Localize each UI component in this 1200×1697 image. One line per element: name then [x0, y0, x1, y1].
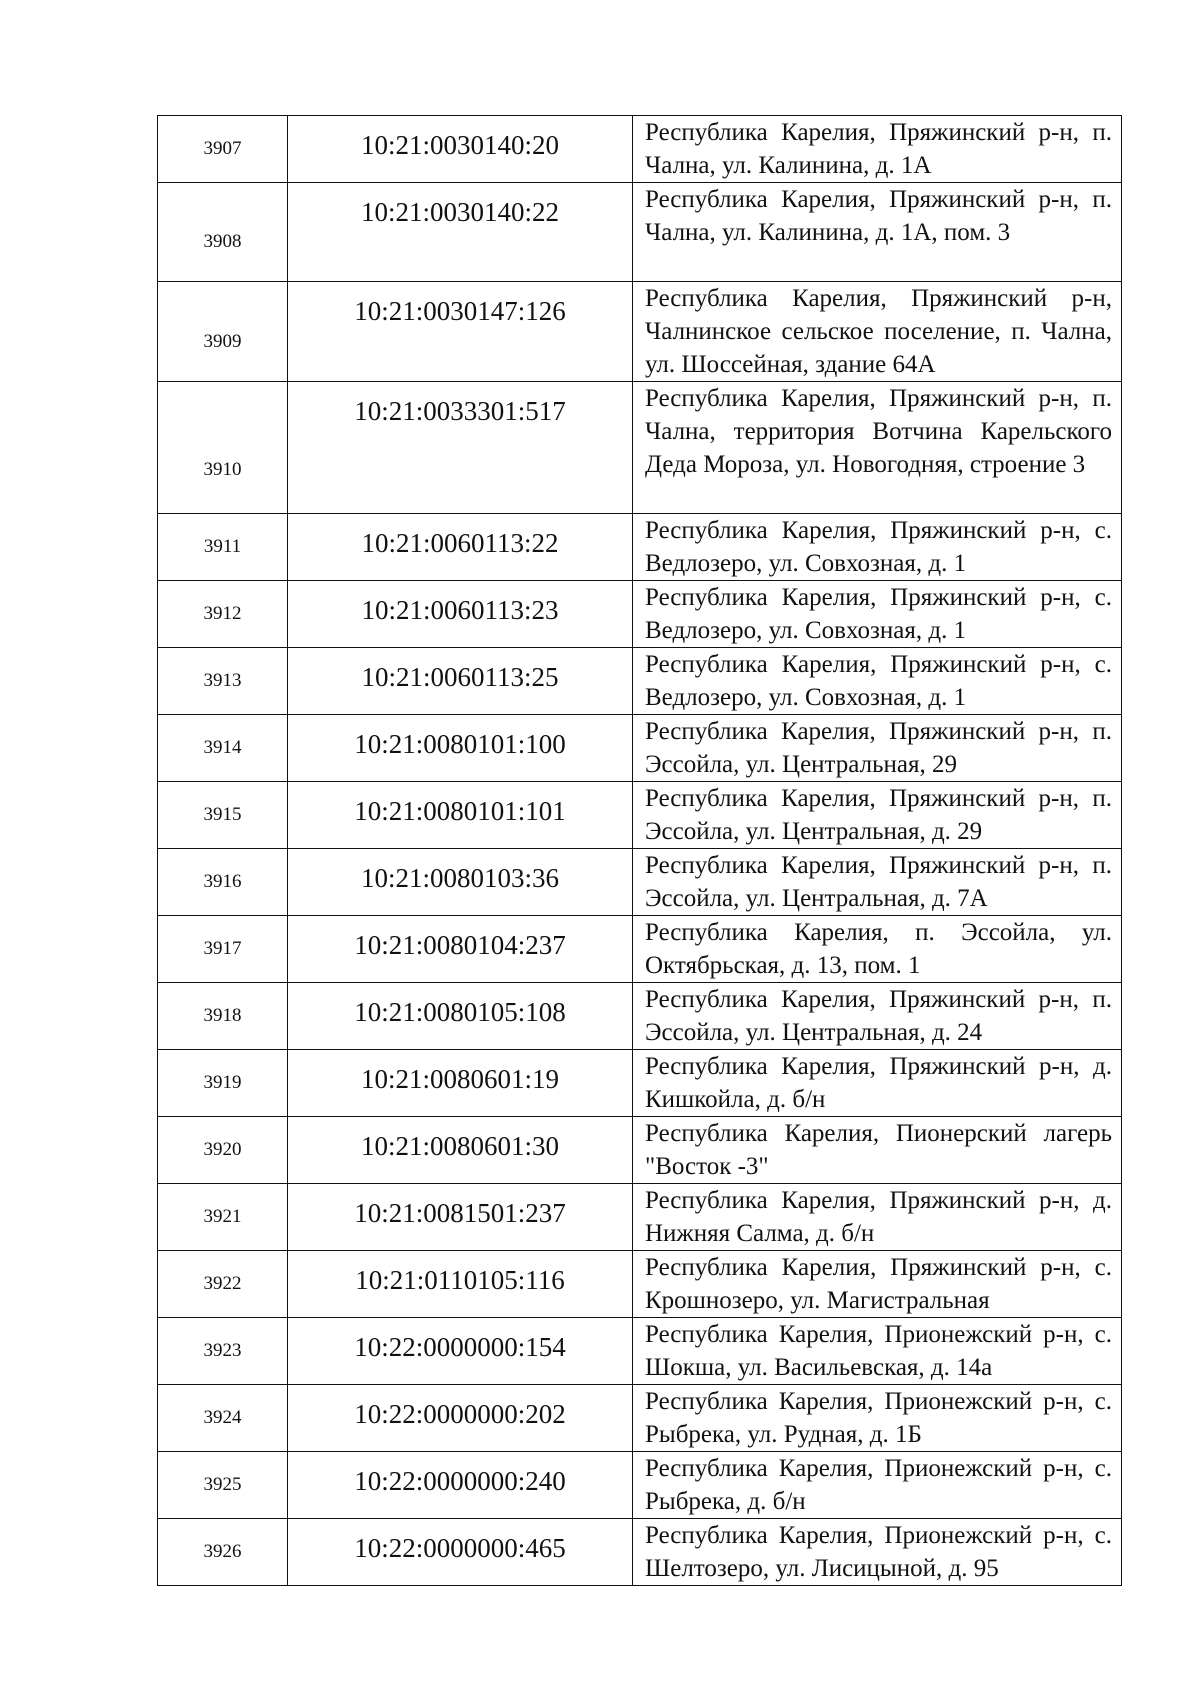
address: Республика Карелия, Пряжинский р-н, п. Эссойла, ул. Центральная, 29: [633, 715, 1122, 782]
row-number-cell: [158, 916, 288, 983]
address: Республика Карелия, Пряжинский р-н, с. Ведлозеро, ул. Совхозная, д. 1: [633, 581, 1122, 648]
address: Республика Карелия, Пряжинский р-н, п. Эссойла, ул. Центральная, д. 7А: [633, 849, 1122, 916]
row-number: 3920: [203, 1139, 242, 1160]
address: Республика Карелия, Пряжинский р-н, п. Эссойла, ул. Центральная, д. 29: [633, 782, 1122, 849]
table-row: [158, 183, 1122, 282]
address: Республика Карелия, Прионежский р-н, с. Шокша, ул. Васильевская, д. 14а: [633, 1318, 1122, 1385]
row-number: 3926: [203, 1541, 242, 1562]
cadastral-number: 10:21:0060113:23: [288, 581, 633, 648]
table-row: [158, 116, 1122, 183]
row-number-cell: [158, 849, 288, 916]
table-row: [158, 1251, 1122, 1318]
row-number: 3913: [203, 670, 242, 691]
address: Республика Карелия, Пряжинский р-н, п. Чална, ул. Калинина, д. 1А: [633, 116, 1122, 183]
cadastral-number: 10:21:0060113:25: [288, 648, 633, 715]
address: Республика Карелия, Пряжинский р-н, Чалнинское сельское поселение, п. Чална, ул. Шоссейная, здание 64А: [633, 282, 1122, 382]
row-number: 3912: [203, 603, 242, 624]
cadastral-number: 10:21:0080101:101: [288, 782, 633, 849]
row-number-cell: [158, 782, 288, 849]
row-number: 3911: [203, 536, 242, 557]
address: Республика Карелия, Пряжинский р-н, д. Кишкойла, д. б/н: [633, 1050, 1122, 1117]
cadastral-number: 10:22:0000000:202: [288, 1385, 633, 1452]
address: Республика Карелия, Прионежский р-н, с. Рыбрека, д. б/н: [633, 1452, 1122, 1519]
cadastral-number: 10:21:0030140:22: [288, 183, 633, 282]
address: Республика Карелия, Прионежский р-н, с. Шелтозеро, ул. Лисицыной, д. 95: [633, 1519, 1122, 1586]
row-number-cell: [158, 183, 288, 282]
row-number: 3909: [203, 330, 242, 352]
table-row: [158, 1519, 1122, 1586]
row-number: 3922: [203, 1273, 242, 1294]
row-number: 3910: [203, 459, 242, 480]
table-row: [158, 514, 1122, 581]
cadastral-number: 10:21:0080105:108: [288, 983, 633, 1050]
cadastral-number: 10:21:0080101:100: [288, 715, 633, 782]
row-number: 3918: [203, 1005, 242, 1026]
cadastral-number: 10:22:0000000:154: [288, 1318, 633, 1385]
table-row: [158, 382, 1122, 514]
table-row: [158, 282, 1122, 382]
row-number-cell: [158, 715, 288, 782]
address: Республика Карелия, п. Эссойла, ул. Октябрьская, д. 13, пом. 1: [633, 916, 1122, 983]
address: Республика Карелия, Пряжинский р-н, п. Чална, ул. Калинина, д. 1А, пом. 3: [633, 183, 1122, 282]
row-number-cell: [158, 282, 288, 382]
cadastral-number: 10:21:0080601:19: [288, 1050, 633, 1117]
row-number-cell: [158, 1452, 288, 1519]
table-row: [158, 1318, 1122, 1385]
row-number-cell: [158, 1050, 288, 1117]
address: Республика Карелия, Пряжинский р-н, с. Крошнозеро, ул. Магистральная: [633, 1251, 1122, 1318]
table-row: [158, 1117, 1122, 1184]
cadastral-number: 10:21:0110105:116: [288, 1251, 633, 1318]
cadastral-number: 10:21:0080103:36: [288, 849, 633, 916]
row-number: 3923: [203, 1340, 242, 1361]
row-number: 3919: [203, 1072, 242, 1093]
cadastral-number: 10:22:0000000:465: [288, 1519, 633, 1586]
address: Республика Карелия, Пряжинский р-н, с. Ведлозеро, ул. Совхозная, д. 1: [633, 648, 1122, 715]
table-row: [158, 648, 1122, 715]
row-number: 3914: [203, 737, 242, 758]
property-register-table: [157, 115, 1122, 1586]
row-number-cell: [158, 1117, 288, 1184]
row-number: 3917: [203, 938, 242, 959]
row-number-cell: [158, 983, 288, 1050]
cadastral-number: 10:21:0080104:237: [288, 916, 633, 983]
table-body: [158, 116, 1122, 1586]
row-number-cell: [158, 1385, 288, 1452]
cadastral-number: 10:21:0080601:30: [288, 1117, 633, 1184]
row-number: 3916: [203, 871, 242, 892]
row-number: 3921: [203, 1206, 242, 1227]
row-number-cell: [158, 1251, 288, 1318]
row-number-cell: [158, 1519, 288, 1586]
row-number-cell: [158, 116, 288, 183]
table-row: [158, 849, 1122, 916]
table-row: [158, 1385, 1122, 1452]
table-row: [158, 1184, 1122, 1251]
table-row: [158, 1452, 1122, 1519]
address: Республика Карелия, Прионежский р-н, с. Рыбрека, ул. Рудная, д. 1Б: [633, 1385, 1122, 1452]
row-number-cell: [158, 514, 288, 581]
row-number-cell: [158, 1184, 288, 1251]
table-row: [158, 983, 1122, 1050]
row-number: 3907: [203, 138, 242, 159]
table-row: [158, 581, 1122, 648]
cadastral-number: 10:21:0033301:517: [288, 382, 633, 514]
row-number: 3924: [203, 1407, 242, 1428]
address: Республика Карелия, Пряжинский р-н, с. Ведлозеро, ул. Совхозная, д. 1: [633, 514, 1122, 581]
cadastral-number: 10:21:0060113:22: [288, 514, 633, 581]
table-row: [158, 916, 1122, 983]
address: Республика Карелия, Пионерский лагерь "Восток -3": [633, 1117, 1122, 1184]
table-row: [158, 715, 1122, 782]
cadastral-number: 10:21:0030147:126: [288, 282, 633, 382]
cadastral-number: 10:22:0000000:240: [288, 1452, 633, 1519]
row-number: 3908: [203, 231, 242, 252]
row-number: 3925: [203, 1474, 242, 1495]
cadastral-number: 10:21:0030140:20: [288, 116, 633, 183]
row-number-cell: [158, 648, 288, 715]
address: Республика Карелия, Пряжинский р-н, п. Эссойла, ул. Центральная, д. 24: [633, 983, 1122, 1050]
table-row: [158, 1050, 1122, 1117]
address: Республика Карелия, Пряжинский р-н, д. Нижняя Салма, д. б/н: [633, 1184, 1122, 1251]
address: Республика Карелия, Пряжинский р-н, п. Чална, территория Вотчина Карельского Деда Мороза, ул. Новогодняя, строение 3: [633, 382, 1122, 514]
row-number-cell: [158, 581, 288, 648]
cadastral-number: 10:21:0081501:237: [288, 1184, 633, 1251]
table-row: [158, 782, 1122, 849]
row-number-cell: [158, 1318, 288, 1385]
row-number: 3915: [203, 804, 242, 825]
row-number-cell: [158, 382, 288, 514]
